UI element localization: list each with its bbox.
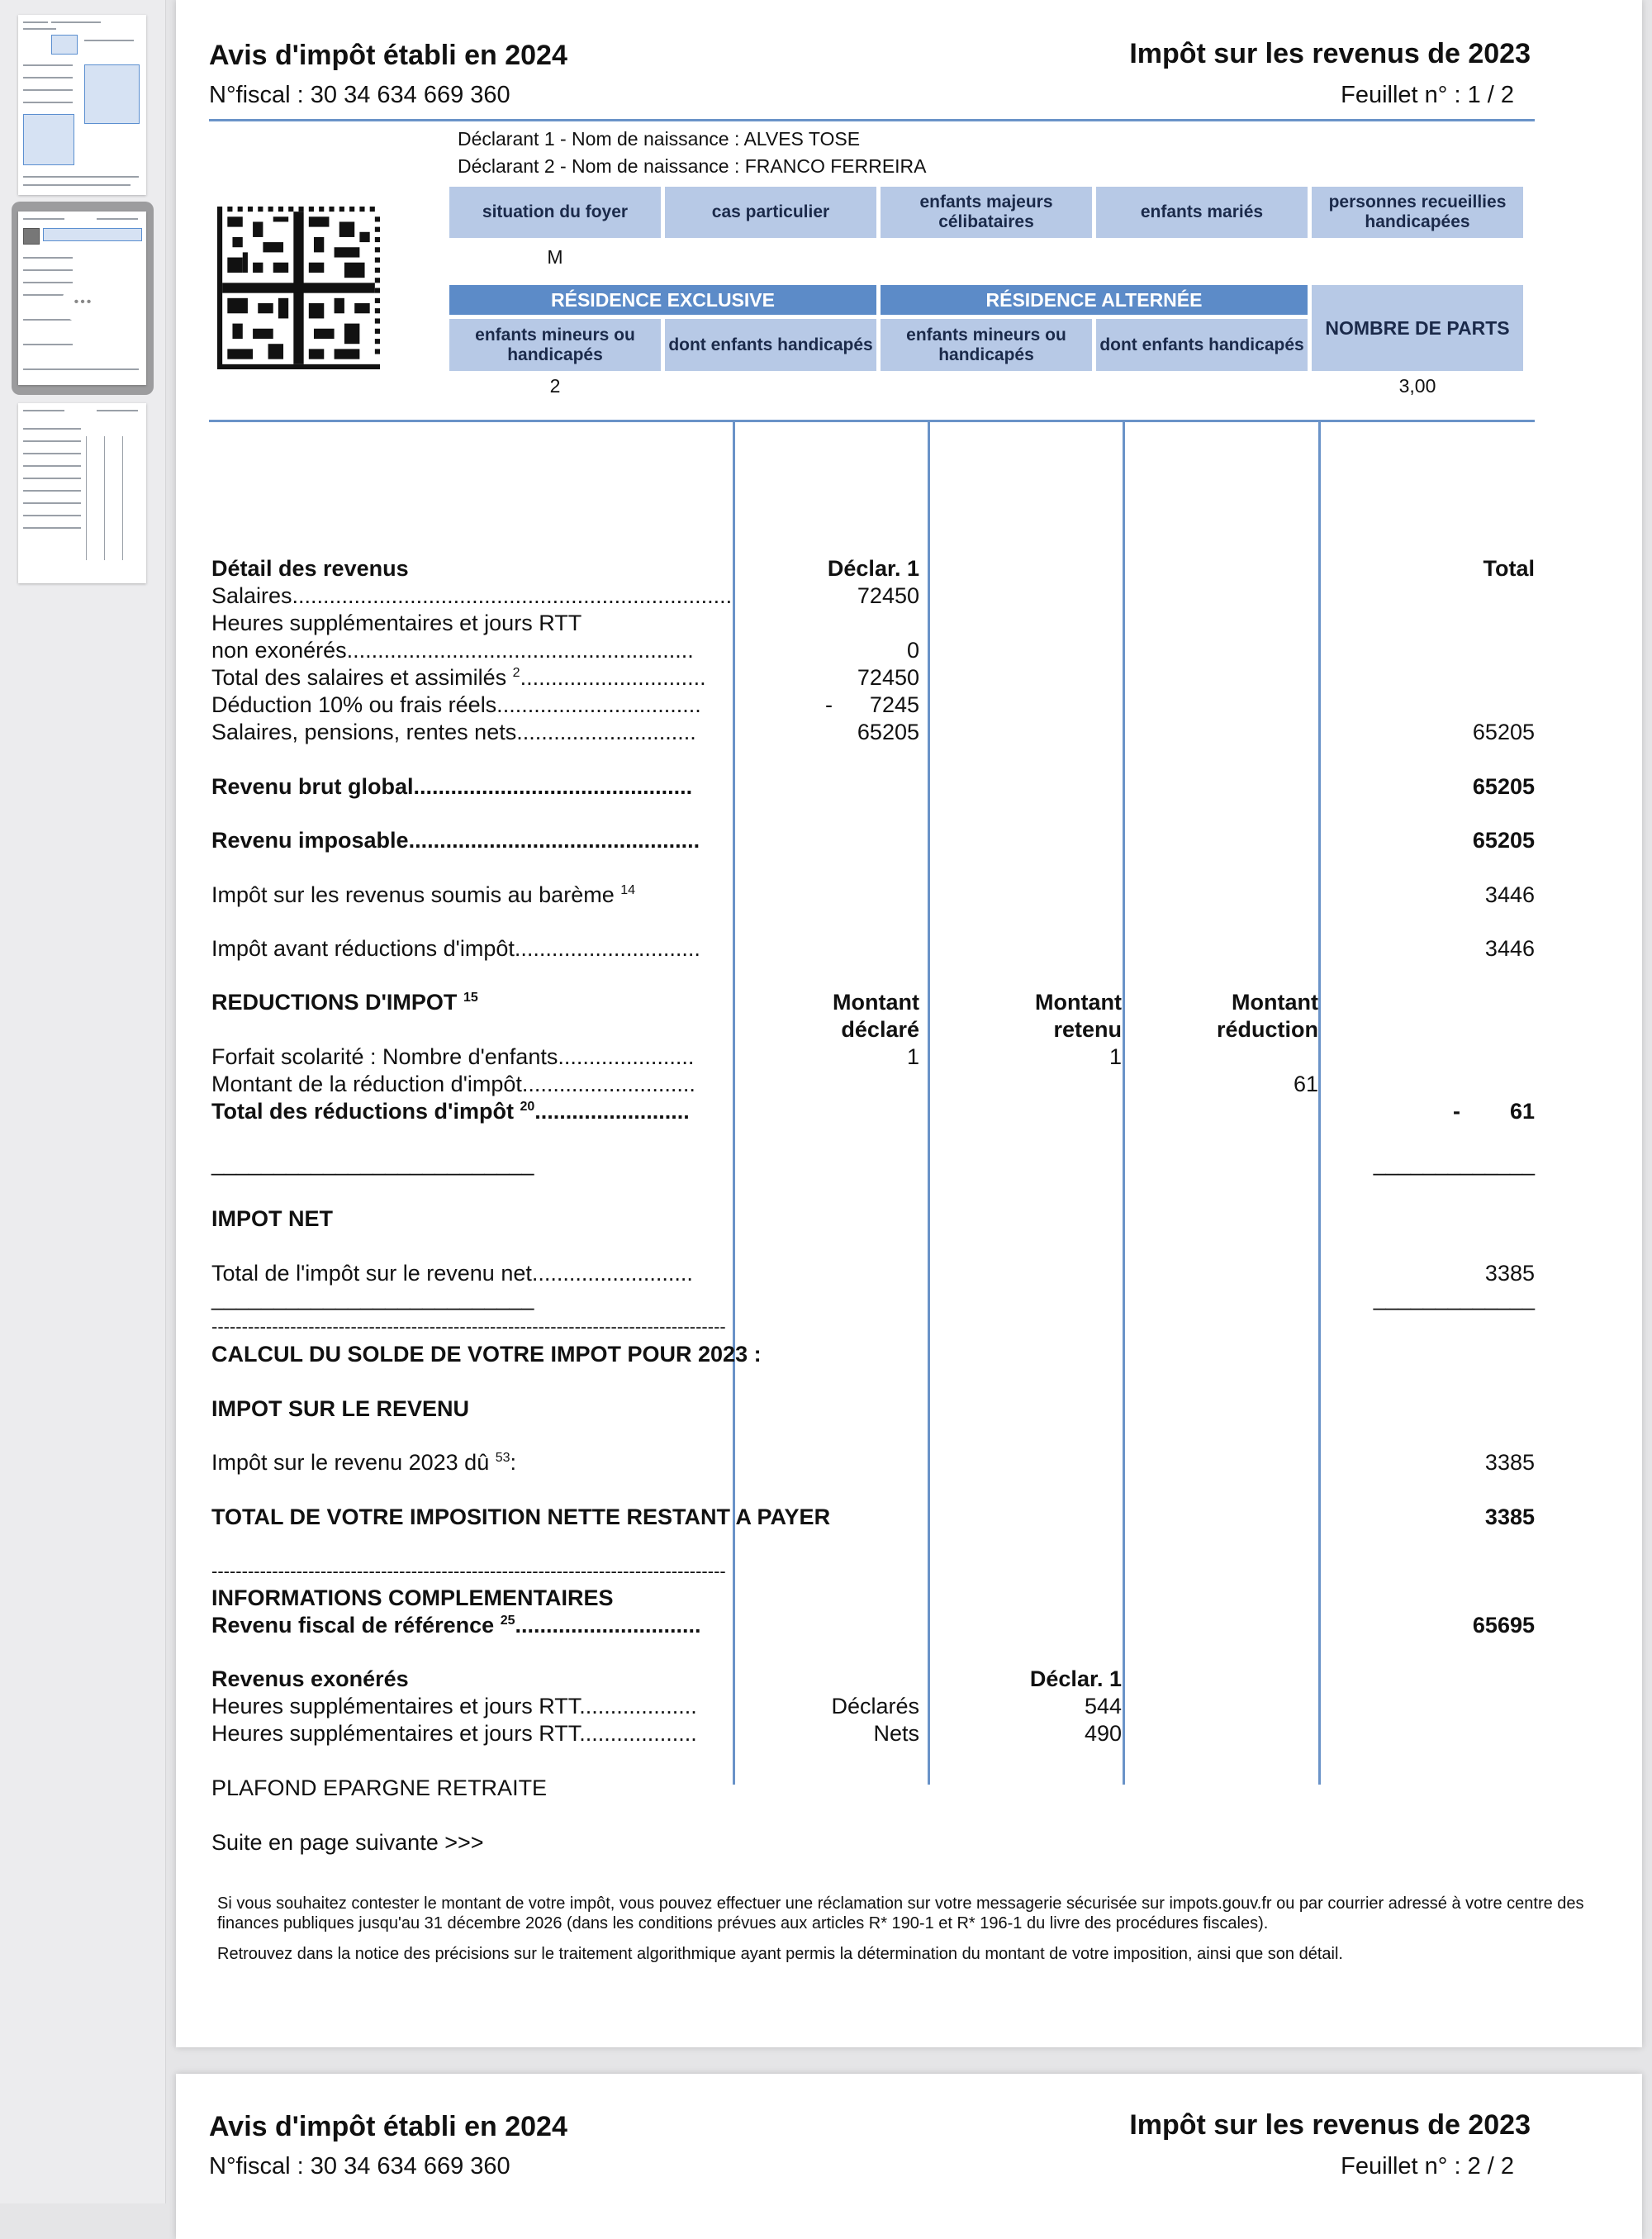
subheader-enfants-mineurs-2: enfants mineurs ou handicapés: [881, 319, 1092, 371]
situation-value: M: [547, 246, 563, 268]
table-row: [209, 1260, 1539, 1287]
underline: __________________________: [211, 1286, 534, 1310]
row-label: PLAFOND EPARGNE RETRAITE: [211, 1776, 548, 1800]
row-sublabel: Déclarés: [831, 1694, 919, 1718]
section-title: CALCUL DU SOLDE DE VOTRE IMPOT POUR 2023 :: [211, 1342, 762, 1367]
table-row: [209, 692, 1539, 719]
row-label: Déduction 10% ou frais réels.................................: [211, 692, 701, 717]
contest-notice: Si vous souhaitez contester le montant de votre impôt, vous pouvez effectuer une réclamation sur votre messagerie sécurisée sur impots.gouv.fr ou par courrier adressé à votre centre des finances publiques jusqu'au 31 décembre 2026 (dans les conditions prévues aux articles R* 190-1 et R* 196-1 du livre des procédures fiscales).: [217, 1894, 1584, 1932]
sheet-number: Feuillet n° : 1 / 2: [1341, 82, 1514, 108]
minus-sign: -: [825, 692, 833, 717]
income-title: Détail des revenus: [211, 556, 409, 581]
row-label: Impôt avant réductions d'impôt..............................: [211, 936, 700, 961]
row-sublabel: Nets: [873, 1721, 919, 1746]
header-situation: situation du foyer: [449, 187, 661, 238]
reductions-header-row-2: [209, 1016, 1539, 1043]
header-enfants-majeurs: enfants majeurs célibataires: [881, 187, 1092, 238]
row-total: 3385: [1484, 1505, 1535, 1529]
header-enfants-maries: enfants mariés: [1096, 187, 1308, 238]
income-year-title: Impôt sur les revenus de 2023: [1129, 38, 1531, 69]
more-options-icon[interactable]: •••: [62, 281, 105, 324]
page-thumbnail-1[interactable]: [18, 15, 146, 195]
header-personnes-recueillies: personnes recueillies handicapées: [1312, 187, 1523, 238]
row-value: 65205: [857, 720, 919, 744]
row-label: TOTAL DE VOTRE IMPOSITION NETTE RESTANT A PAYER: [211, 1505, 831, 1529]
row-label: Total de l'impôt sur le revenu net..........................: [211, 1261, 693, 1286]
row-label: Forfait scolarité : Nombre d'enfants......................: [211, 1044, 695, 1069]
children-value: 2: [549, 375, 561, 397]
separator-row: [209, 1285, 1539, 1312]
section-title: IMPOT NET: [211, 1206, 333, 1231]
row-total: 65205: [1472, 828, 1535, 853]
header-rule: [209, 119, 1535, 121]
table-row: [209, 1612, 1539, 1639]
row-value: 61: [1293, 1072, 1318, 1096]
row-total: 61: [1509, 1099, 1535, 1124]
notice-title: Avis d'impôt établi en 2024: [209, 40, 567, 71]
subheader-dont-handicapes-2: dont enfants handicapés: [1096, 319, 1308, 371]
row-label: Revenu brut global.............................................: [211, 774, 693, 799]
header-cas-particulier: cas particulier: [665, 187, 876, 238]
dashed-separator: -------------------------------------------------------------------------------------: [211, 1561, 726, 1581]
row-value: 1: [1108, 1044, 1122, 1069]
row-value: 490: [1084, 1721, 1122, 1746]
reductions-header-row: [209, 989, 1539, 1016]
reductions-title: REDUCTIONS D'IMPOT $^{15}$: [211, 990, 478, 1015]
income-year-title: Impôt sur les revenus de 2023: [1129, 2109, 1531, 2141]
header-residence-alternee: RÉSIDENCE ALTERNÉE: [881, 285, 1308, 315]
row-value: 72450: [857, 665, 919, 690]
thumbnail-sidebar: [0, 0, 166, 2203]
header-nombre-parts: NOMBRE DE PARTS: [1312, 285, 1523, 371]
col-total: Total: [1483, 556, 1535, 581]
col-decl1: Déclar. 1: [827, 556, 919, 581]
table-row: [209, 935, 1539, 963]
table-row: [209, 1341, 1539, 1368]
datamatrix-code: [217, 207, 380, 369]
col-montant-reduction: réduction: [1216, 1017, 1318, 1042]
table-row: [209, 882, 1539, 909]
document-page-1: [176, 0, 1642, 2047]
table-row: [209, 1504, 1539, 1531]
row-label: Impôt sur le revenu 2023 dû $^{53}$:: [211, 1450, 517, 1475]
page-thumbnail-3[interactable]: [18, 403, 146, 583]
row-label: Impôt sur les revenus soumis au barème $^{14}$: [211, 882, 636, 907]
section-title: INFORMATIONS COMPLEMENTAIRES: [211, 1585, 614, 1610]
sheet-number: Feuillet n° : 2 / 2: [1341, 2153, 1514, 2180]
row-value: 1: [906, 1044, 919, 1069]
row-total: 3446: [1484, 882, 1535, 907]
row-label: Heures supplémentaires et jours RTT...................: [211, 1694, 697, 1718]
subheader-dont-handicapes-1: dont enfants handicapés: [665, 319, 876, 371]
row-total: 3385: [1484, 1450, 1535, 1475]
separator-row: [209, 1313, 1539, 1340]
row-label: Total des salaires et assimilés $^2$..............................: [211, 665, 706, 690]
row-label: Heures supplémentaires et jours RTT...................: [211, 1721, 697, 1746]
row-label: Heures supplémentaires et jours RTT: [211, 611, 582, 635]
table-row: [209, 1071, 1539, 1098]
underline: _____________: [1373, 1151, 1535, 1176]
separator-row: [209, 1150, 1539, 1177]
separator-row: [209, 1557, 1539, 1585]
row-total: 65205: [1472, 720, 1535, 744]
table-row: [209, 1720, 1539, 1747]
table-row: [209, 610, 1539, 637]
row-total: 3385: [1484, 1261, 1535, 1286]
fiscal-number: N°fiscal : 30 34 634 669 360: [209, 82, 510, 108]
row-value: 0: [906, 638, 919, 663]
underline: __________________________: [211, 1151, 534, 1176]
section-title: Revenus exonérés: [211, 1666, 409, 1691]
row-label: non exonérés........................................................: [211, 638, 694, 663]
row-value: 544: [1084, 1694, 1122, 1718]
minus-sign: -: [1453, 1099, 1460, 1124]
table-row: [209, 1775, 1539, 1802]
parts-value: 3,00: [1398, 375, 1436, 397]
col-montant-reduction: Montant: [1232, 990, 1318, 1015]
continue-note: Suite en page suivante >>>: [211, 1830, 484, 1855]
row-total: 65695: [1472, 1613, 1535, 1638]
declarant-2: Déclarant 2 - Nom de naissance : FRANCO FERREIRA: [458, 155, 927, 177]
table-row: [209, 773, 1539, 801]
row-total: 3446: [1484, 936, 1535, 961]
row-value: 72450: [857, 583, 919, 608]
col-montant-declare: Montant: [833, 990, 919, 1015]
table-rule: [209, 420, 1535, 422]
row-label: Montant de la réduction d'impôt............................: [211, 1072, 695, 1096]
table-row: [209, 582, 1539, 610]
table-row: [209, 1205, 1539, 1233]
header-residence-exclusive: RÉSIDENCE EXCLUSIVE: [449, 285, 876, 315]
table-row: [209, 1395, 1539, 1423]
subheader-enfants-mineurs-1: enfants mineurs ou handicapés: [449, 319, 661, 371]
row-label: Salaires.......................................................................: [211, 583, 733, 608]
row-label: Revenu imposable...............................................: [211, 828, 700, 853]
col-montant-declare: déclaré: [841, 1017, 919, 1042]
table-row: [209, 1829, 1539, 1856]
col-montant-retenu: retenu: [1053, 1017, 1122, 1042]
table-row: [209, 664, 1539, 692]
col-montant-retenu: Montant: [1035, 990, 1122, 1015]
row-total: 65205: [1472, 774, 1535, 799]
row-label: Total des réductions d'impôt $^{20}$.........................: [211, 1099, 690, 1124]
dashed-separator: -------------------------------------------------------------------------------------: [211, 1316, 726, 1337]
algorithm-notice: Retrouvez dans la notice des précisions sur le traitement algorithmique ayant permis la détermination du montant de votre imposition, ainsi que son détail.: [217, 1945, 1343, 1963]
row-label: Salaires, pensions, rentes nets.............................: [211, 720, 696, 744]
notice-title: Avis d'impôt établi en 2024: [209, 2111, 567, 2142]
table-row: [209, 1666, 1539, 1693]
table-row: [209, 637, 1539, 664]
table-row: [209, 719, 1539, 746]
table-row: [209, 1098, 1539, 1125]
row-value: 7245: [869, 692, 919, 717]
income-header-row: [209, 555, 1539, 582]
table-row: [209, 1585, 1539, 1612]
section-title: IMPOT SUR LE REVENU: [211, 1396, 470, 1421]
table-row: [209, 1449, 1539, 1476]
underline: _____________: [1373, 1286, 1535, 1310]
declarant-1: Déclarant 1 - Nom de naissance : ALVES TOSE: [458, 128, 861, 150]
col-decl1: Déclar. 1: [1029, 1666, 1122, 1691]
document-page-2: [176, 2074, 1642, 2239]
table-row: [209, 1043, 1539, 1071]
fiscal-number: N°fiscal : 30 34 634 669 360: [209, 2153, 510, 2180]
row-label: Revenu fiscal de référence $^{25}$..............................: [211, 1613, 701, 1638]
table-row: [209, 827, 1539, 854]
table-row: [209, 1693, 1539, 1720]
